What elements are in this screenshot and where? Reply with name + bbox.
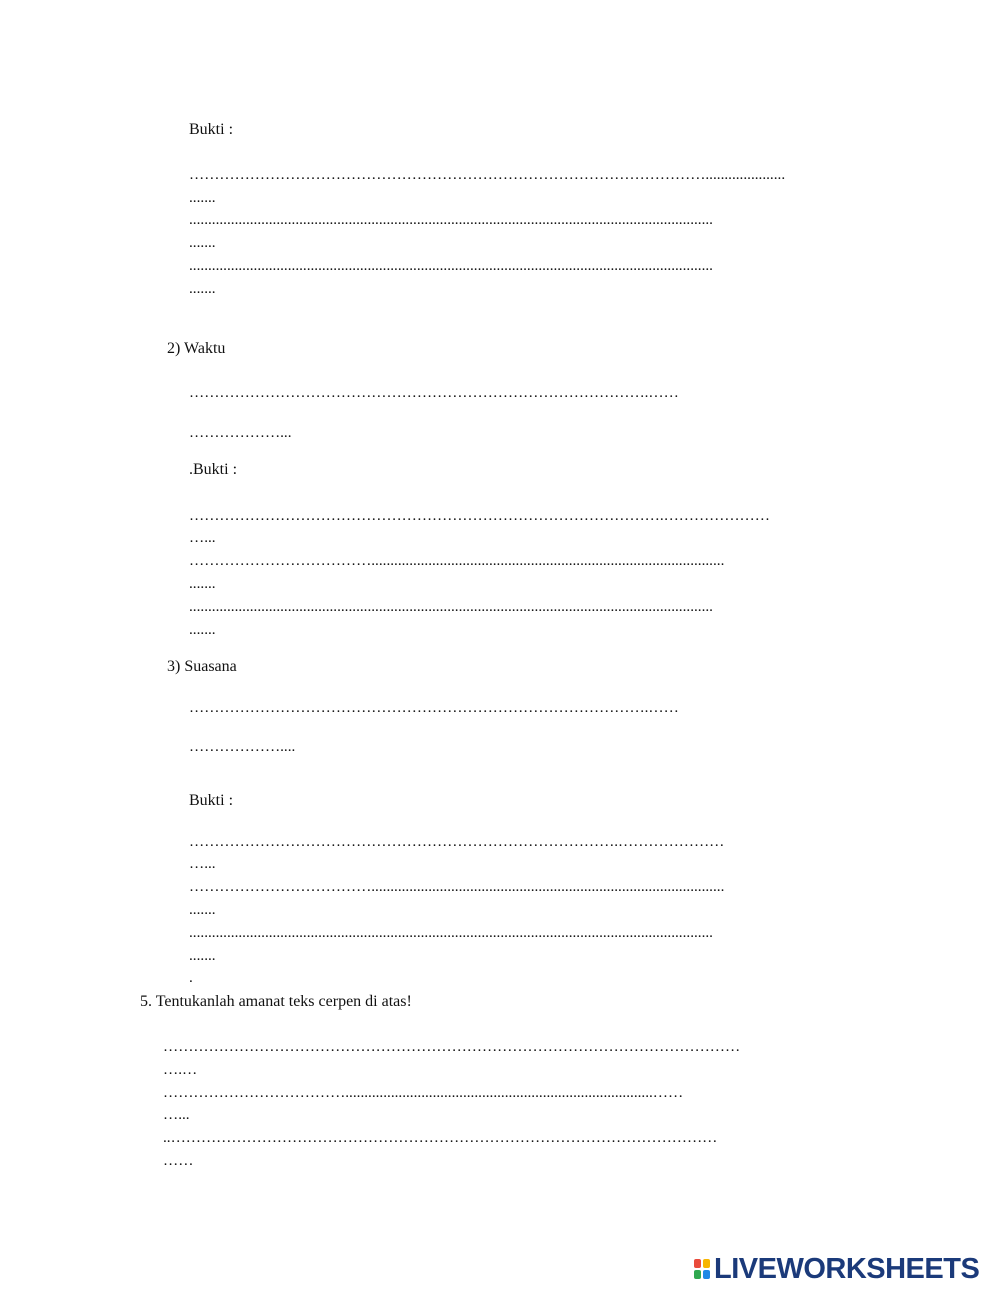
answer-line[interactable]: ……………………………………………………………………………….…… [189, 699, 679, 716]
answer-line[interactable]: ....... [189, 947, 216, 964]
answer-line[interactable]: ....... [189, 621, 216, 638]
answer-line[interactable]: …... [163, 1106, 190, 1123]
answer-line[interactable]: .......................................................................................................................................... [189, 598, 713, 615]
answer-line[interactable]: ………………………………............................................................................................. [189, 878, 725, 895]
answer-line[interactable]: ………………………………………………………………………………….………………… [189, 507, 770, 524]
answer-line[interactable]: …... [189, 529, 216, 546]
answer-line[interactable]: …... [189, 855, 216, 872]
answer-line[interactable]: ………………………………………………………………………….………………… [189, 833, 725, 850]
answer-line[interactable]: ….… [163, 1061, 198, 1078]
answer-line[interactable]: ....... [189, 575, 216, 592]
answer-line[interactable]: …………………………………………………………………………………………..................... [189, 166, 786, 183]
answer-line[interactable]: ....... [189, 280, 216, 297]
question-5: 5. Tentukanlah amanat teks cerpen di atas! [140, 993, 412, 1010]
bukti-label-tempat: Bukti : [189, 121, 234, 138]
answer-line[interactable]: . [189, 969, 193, 986]
liveworksheets-logo [693, 1253, 979, 1285]
logo-blocks-icon [693, 1258, 711, 1280]
answer-line[interactable]: ……………………………….................................................................................…… [163, 1084, 684, 1101]
answer-line[interactable]: ....... [189, 901, 216, 918]
bukti-label-suasana: Bukti : [189, 792, 234, 809]
answer-line[interactable]: ....... [189, 189, 216, 206]
answer-line[interactable]: ..……………………………………………………………………………………………… [163, 1129, 718, 1146]
bukti-label-waktu: .Bukti : [189, 461, 238, 478]
answer-line[interactable]: ……………………………………………………………………………….…… [189, 384, 679, 401]
answer-line[interactable]: .......................................................................................................................................... [189, 924, 713, 941]
answer-line[interactable]: ………………... [189, 424, 292, 441]
heading-waktu: 2) Waktu [167, 340, 226, 357]
answer-line[interactable]: ……………….... [189, 738, 296, 755]
answer-line[interactable]: ....... [189, 234, 216, 251]
logo-text: LIVEWORKSHEETS [714, 1252, 980, 1285]
answer-line[interactable]: .......................................................................................................................................... [189, 257, 713, 274]
answer-line[interactable]: …… [163, 1152, 194, 1169]
answer-line[interactable]: .......................................................................................................................................... [189, 211, 713, 228]
answer-line[interactable]: …………………………………………………………………………………………………… [163, 1038, 741, 1055]
heading-suasana: 3) Suasana [167, 658, 237, 675]
answer-line[interactable]: ………………………………............................................................................................. [189, 552, 725, 569]
